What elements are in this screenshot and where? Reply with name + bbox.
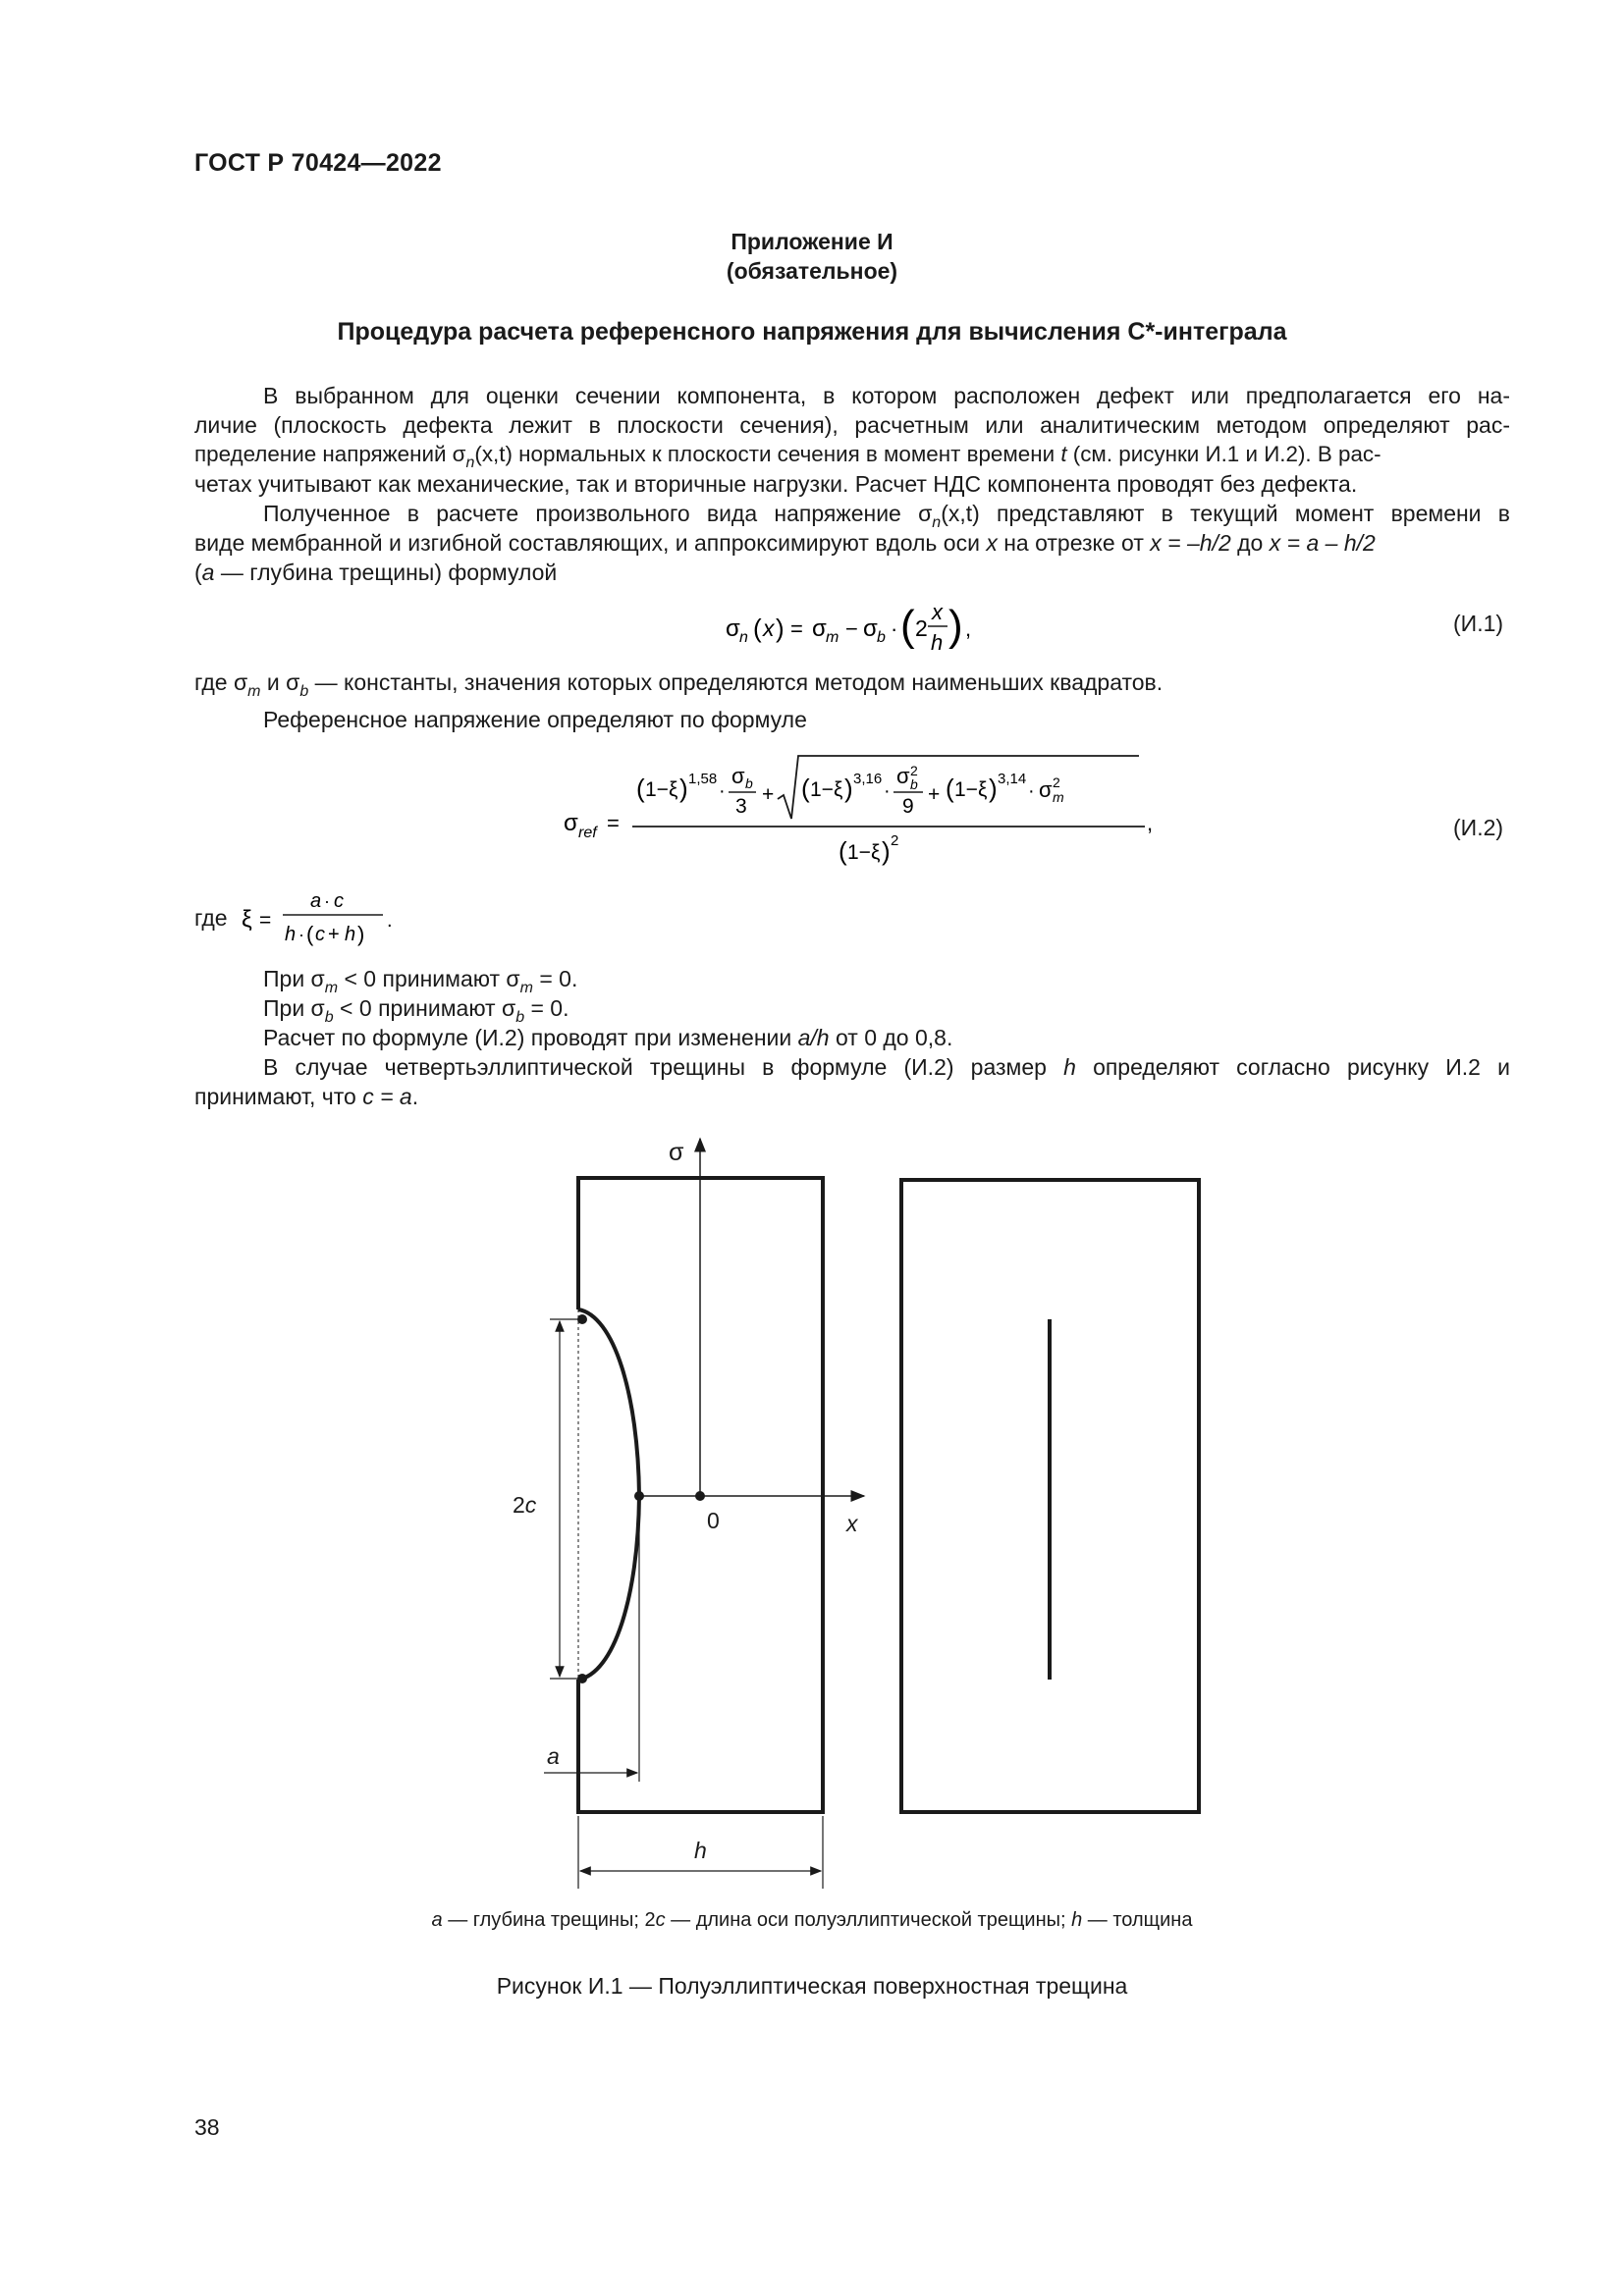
svg-text:1−ξ: 1−ξ: [954, 778, 988, 801]
svg-text:·: ·: [891, 616, 898, 641]
svg-text:1,58: 1,58: [688, 771, 718, 787]
document-header: ГОСТ Р 70424—2022: [194, 149, 442, 177]
sigma-label: σ: [669, 1139, 684, 1166]
crack-end-point-top: [577, 1314, 587, 1324]
svg-text:b: b: [745, 775, 753, 791]
paragraph2-line2: виде мембранной и изгибной составляющих, и аппроксимируют вдоль оси x на отрезке от x = –h/2 до x = a – h/2: [194, 530, 1376, 556]
svg-text:+: +: [762, 783, 775, 806]
svg-text:): ): [882, 836, 891, 866]
svg-text:x: x: [763, 615, 775, 641]
svg-text:(: (: [753, 614, 762, 643]
figure-legend: a — глубина трещины; 2c — длина оси полуэллиптической трещины; h — толщина: [431, 1909, 1193, 1931]
svg-text:2: 2: [891, 832, 899, 849]
origin-label: 0: [707, 1508, 720, 1533]
svg-text:+: +: [328, 924, 340, 945]
where-constants: где $\sigma_m$ и $\sigma_b$ — константы, значения которых определяются методом наименьших квадратов.: [194, 669, 1164, 700]
svg-text:(: (: [801, 774, 810, 803]
svg-text:·: ·: [1028, 780, 1035, 802]
condition-sigma-b: При $\sigma_b < 0$ принимают $\sigma_b = 0$.: [263, 995, 569, 1026]
svg-text:σ: σ: [1039, 777, 1053, 802]
svg-text:=: =: [790, 616, 803, 641]
svg-text:2: 2: [915, 615, 928, 641]
a-label: a: [547, 1743, 560, 1769]
svg-text:c: c: [334, 890, 344, 912]
svg-text:h: h: [345, 924, 356, 945]
svg-text:+: +: [928, 783, 941, 806]
svg-text:): ): [357, 922, 365, 946]
svg-text:−: −: [845, 616, 858, 641]
svg-text:a: a: [310, 890, 322, 912]
paragraph1-line2: личие (плоскость дефекта лежит в плоскости сечения), расчетным или аналитическим методом определяют рас-: [194, 412, 1510, 438]
svg-text:(: (: [946, 774, 954, 803]
svg-text:σ: σ: [564, 810, 578, 836]
svg-text:): ): [844, 774, 853, 803]
equation-1-number: (И.1): [1453, 611, 1504, 636]
reference-intro: Референсное напряжение определяют по формуле: [263, 707, 807, 732]
svg-text:(: (: [900, 602, 915, 650]
section-title: Процедура расчета референсного напряжения для вычисления С*-интеграла: [337, 318, 1287, 346]
svg-text:·: ·: [298, 925, 304, 944]
svg-text:(: (: [839, 836, 847, 866]
svg-text:): ): [679, 774, 688, 803]
svg-text:σ: σ: [896, 764, 910, 788]
svg-text:h: h: [285, 924, 297, 945]
svg-text:1−ξ: 1−ξ: [810, 778, 843, 801]
svg-text:σ: σ: [726, 615, 740, 642]
svg-text:): ): [948, 602, 963, 650]
svg-text:): ): [989, 774, 998, 803]
svg-text:m: m: [1053, 789, 1064, 805]
svg-text:(: (: [636, 774, 645, 803]
crack-end-point-bottom: [577, 1674, 587, 1683]
crack-front: [578, 1309, 639, 1680]
svg-text:,: ,: [965, 616, 972, 641]
svg-text:1−ξ: 1−ξ: [645, 778, 678, 801]
svg-text:ref: ref: [578, 825, 597, 841]
svg-text:3,14: 3,14: [998, 771, 1027, 787]
svg-text:3,16: 3,16: [853, 771, 883, 787]
svg-text:3: 3: [735, 795, 747, 818]
equation-2-number: (И.2): [1453, 815, 1504, 840]
twoc-label: 2c: [513, 1492, 537, 1518]
paragraph1-line4: четах учитывают как механические, так и вторичные нагрузки. Расчет НДС компонента проводят без дефекта.: [194, 471, 1358, 497]
svg-text:m: m: [826, 629, 839, 646]
svg-text:1−ξ: 1−ξ: [847, 841, 881, 864]
paragraph1-line3: пределение напряжений $\sigma_n(x,t)$ нормальных к плоскости сечения в момент времени t (см. рисунки И.1 и И.2). В рас-: [194, 442, 1381, 471]
svg-text:c: c: [315, 924, 325, 945]
condition-c-equals-a: принимают, что c = a.: [194, 1084, 419, 1109]
paragraph1-line1: В выбранном для оценки сечении компонента, в котором расположен дефект или предполагается его на-: [263, 383, 1510, 408]
svg-text:·: ·: [884, 780, 891, 802]
svg-text:): ): [776, 614, 785, 643]
condition-quarter-elliptic: В случае четвертьэллиптической трещины в формуле (И.2) размер h определяют согласно рисунку И.2 и: [263, 1054, 1510, 1080]
paragraph2-line1: Полученное в расчете произвольного вида напряжение $\sigma_n(x,t)$ представляют в текущий момент времени в: [263, 501, 1510, 531]
x-axis-label: x: [846, 1511, 858, 1536]
svg-text:σ: σ: [812, 615, 827, 642]
where-xi-label: где: [194, 905, 228, 931]
condition-range: Расчет по формуле (И.2) проводят при изменении a/h от 0 до 0,8.: [263, 1025, 953, 1050]
svg-text:h: h: [931, 630, 944, 655]
svg-text:2: 2: [1053, 774, 1060, 790]
page-number: 38: [194, 2114, 220, 2140]
svg-text:9: 9: [902, 795, 914, 818]
svg-text:σ: σ: [863, 615, 878, 642]
svg-text:2: 2: [910, 763, 918, 778]
appendix-status: (обязательное): [726, 258, 898, 284]
svg-text:·: ·: [324, 891, 330, 911]
svg-text:,: ,: [1147, 811, 1154, 835]
paragraph2-line3: (a — глубина трещины) формулой: [194, 560, 558, 585]
svg-text:σ: σ: [731, 764, 745, 788]
svg-text:·: ·: [719, 780, 726, 802]
figure-title: Рисунок И.1 — Полуэллиптическая поверхностная трещина: [496, 1973, 1128, 1999]
svg-text:(: (: [306, 922, 314, 946]
svg-text:=: =: [259, 909, 272, 932]
h-label: h: [694, 1838, 707, 1863]
appendix-label: Приложение И: [731, 229, 893, 254]
svg-text:n: n: [739, 629, 748, 646]
svg-text:b: b: [877, 629, 886, 646]
svg-text:b: b: [910, 776, 918, 792]
svg-text:.: .: [387, 910, 393, 932]
svg-text:ξ: ξ: [242, 906, 252, 933]
svg-text:x: x: [932, 600, 943, 624]
condition-sigma-m: При $\sigma_m < 0$ принимают $\sigma_m = 0$.: [263, 966, 578, 996]
svg-text:=: =: [607, 811, 620, 835]
